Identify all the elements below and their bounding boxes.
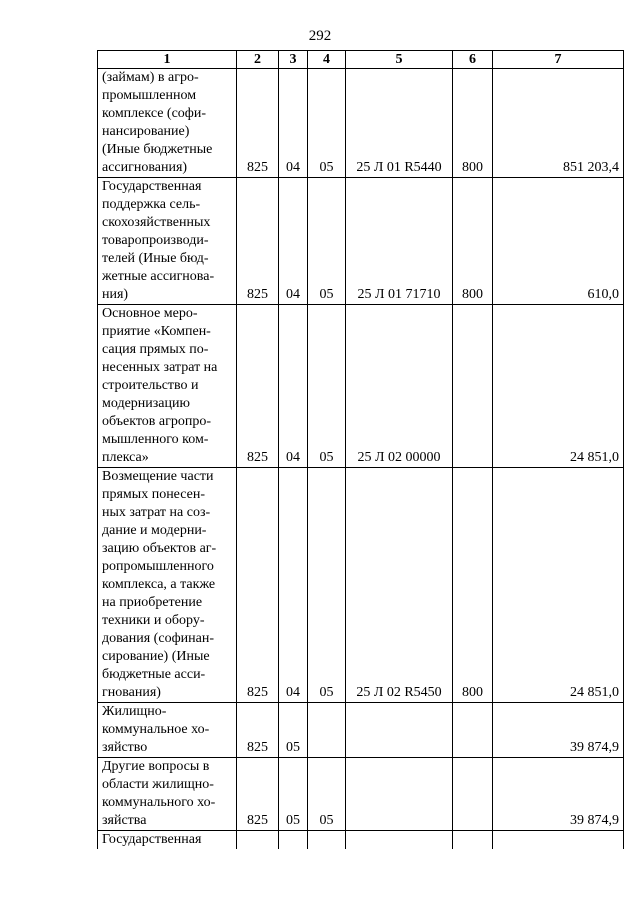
column-header: 3 [279, 51, 308, 69]
table-row [98, 69, 624, 178]
expense-type: 800 [453, 69, 493, 178]
ministry-code [237, 831, 279, 850]
page-number: 292 [308, 28, 332, 44]
subsection-code: 05 [308, 178, 346, 305]
target-article: 25 Л 01 71710 [346, 178, 453, 305]
ministry-code: 825 [237, 703, 279, 758]
table-row [98, 758, 624, 831]
amount [493, 831, 624, 850]
column-header: 7 [493, 51, 624, 69]
ministry-code: 825 [237, 178, 279, 305]
row-name: (займам) в агро- промышленном комплексе (софи- нансирование) (Иные бюджетные ассигнования) [98, 69, 237, 178]
header-row [98, 51, 624, 69]
ministry-code: 825 [237, 758, 279, 831]
section-code: 04 [279, 178, 308, 305]
column-header: 6 [453, 51, 493, 69]
subsection-code: 05 [308, 468, 346, 703]
ministry-code: 825 [237, 69, 279, 178]
target-article: 25 Л 02 00000 [346, 305, 453, 468]
subsection-code: 05 [308, 305, 346, 468]
section-code: 04 [279, 305, 308, 468]
target-article: 25 Л 01 R5440 [346, 69, 453, 178]
row-name: Возмещение части прямых понесен- ных затрат на соз- дание и модерни- зацию объектов аг- ропромышленного комплекса, а также на приобретение техники и обору- дования (софинан- сирование) (Иные бюджетные асси- гнования) [98, 468, 237, 703]
amount: 39 874,9 [493, 703, 624, 758]
expense-type [453, 758, 493, 831]
row-name: Основное меро- приятие «Компен- сация прямых по- несенных затрат на строительство и модернизацию объектов агропро- мышленного ком- плекса» [98, 305, 237, 468]
expense-type: 800 [453, 468, 493, 703]
amount: 610,0 [493, 178, 624, 305]
table-row [98, 305, 624, 468]
ministry-code: 825 [237, 468, 279, 703]
row-name: Государственная [98, 831, 237, 850]
expense-type [453, 831, 493, 850]
column-header: 1 [98, 51, 237, 69]
target-article [346, 758, 453, 831]
row-name: Другие вопросы в области жилищно- коммунального хо- зяйства [98, 758, 237, 831]
amount: 851 203,4 [493, 69, 624, 178]
table-row [98, 831, 624, 850]
section-code [279, 831, 308, 850]
target-article: 25 Л 02 R5450 [346, 468, 453, 703]
expense-type [453, 703, 493, 758]
column-header: 5 [346, 51, 453, 69]
section-code: 04 [279, 69, 308, 178]
section-code: 04 [279, 468, 308, 703]
budget-table [97, 50, 624, 849]
amount: 24 851,0 [493, 305, 624, 468]
table-row [98, 468, 624, 703]
target-article [346, 703, 453, 758]
column-header: 2 [237, 51, 279, 69]
section-code: 05 [279, 758, 308, 831]
target-article [346, 831, 453, 850]
subsection-code [308, 831, 346, 850]
ministry-code: 825 [237, 305, 279, 468]
expense-type [453, 305, 493, 468]
row-name: Государственная поддержка сель- скохозяйственных товаропроизводи- телей (Иные бюд- жетные ассигнова- ния) [98, 178, 237, 305]
table-row [98, 703, 624, 758]
table-row [98, 178, 624, 305]
amount: 39 874,9 [493, 758, 624, 831]
section-code: 05 [279, 703, 308, 758]
expense-type: 800 [453, 178, 493, 305]
subsection-code [308, 703, 346, 758]
amount: 24 851,0 [493, 468, 624, 703]
row-name: Жилищно- коммунальное хо- зяйство [98, 703, 237, 758]
subsection-code: 05 [308, 758, 346, 831]
subsection-code: 05 [308, 69, 346, 178]
column-header: 4 [308, 51, 346, 69]
